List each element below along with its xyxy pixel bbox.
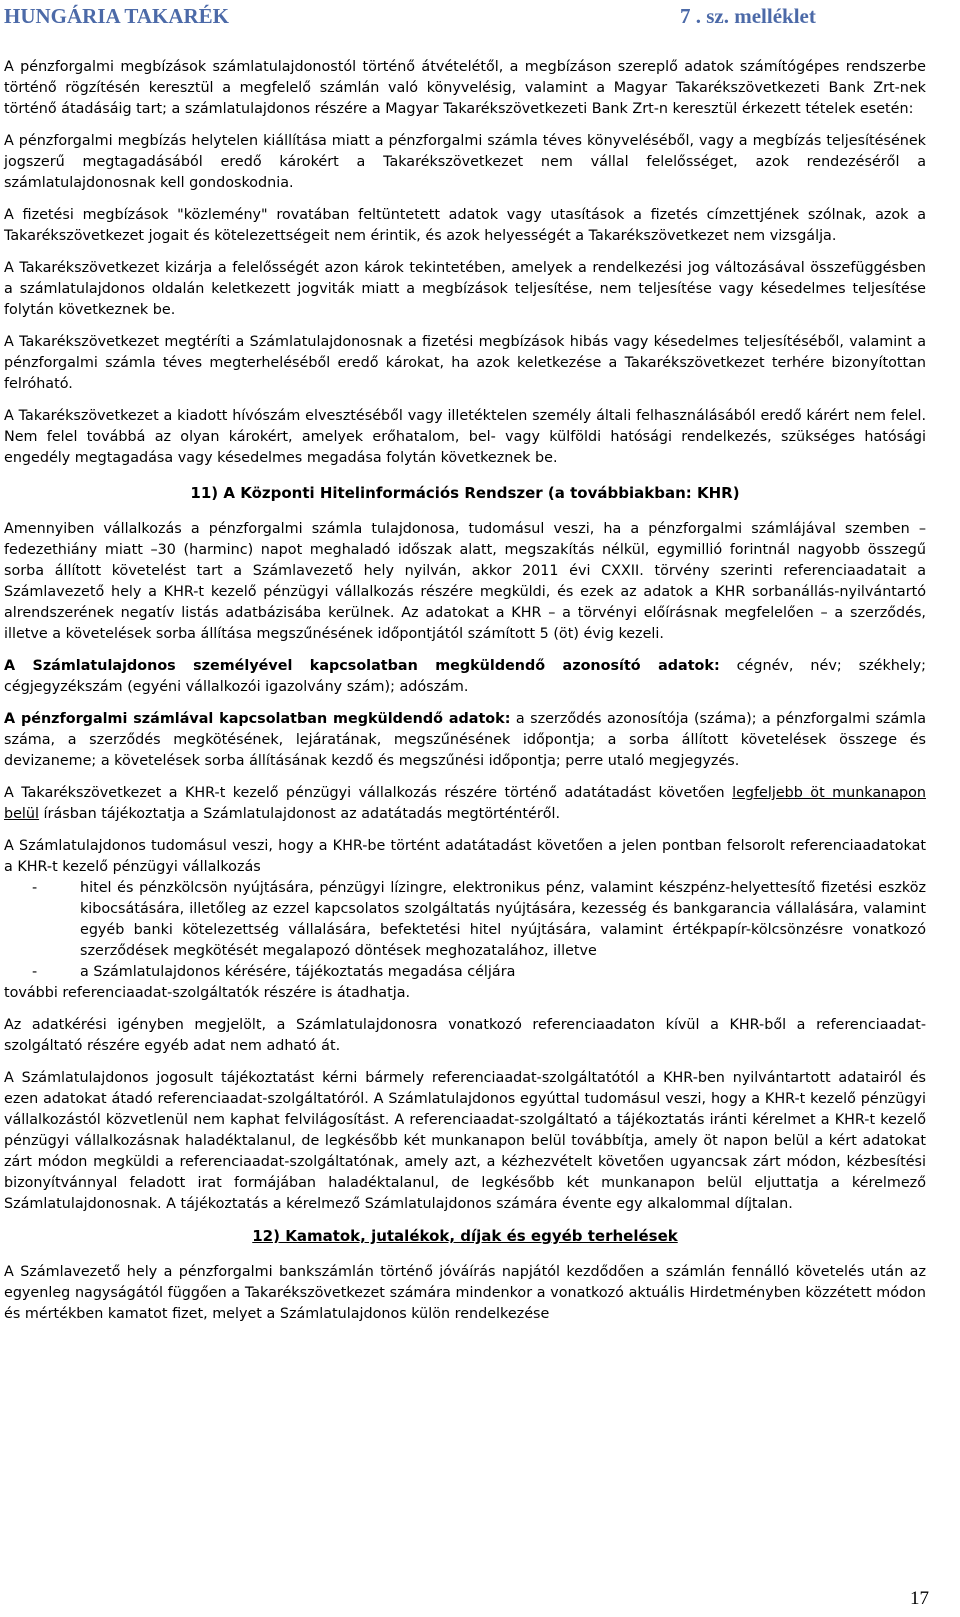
- list-intro: A Számlatulajdonos tudomásul veszi, hogy a KHR-be történt adatátadást követően a jelen pontban felsorolt referenciaadatokat a KHR-t kezelő pénzügyi vállalkozás: [4, 838, 926, 875]
- paragraph: Az adatkérési igényben megjelölt, a Számlatulajdonosra vonatkozó referenciaadaton kívül a KHR-ből a referenciaadat-szolgáltató részére egyéb adat nem adható át.: [4, 1017, 926, 1054]
- list-item-text: hitel és pénzkölcsön nyújtására, pénzügyi lízingre, elektronikus pénz, valamint készpénz-helyettesítő fizetési eszköz kibocsátására, illetőleg az ezzel kapcsolatos szolgáltatás nyújtására, kezesség és bankgarancia vállalására, valamint egyéb banki kötelezettség vállalására, befektetési hitel nyújtására, valamint értékpapír-kölcsönzésre vonatkozó szerződések megkötését megalapozó döntések meghozatalához, illetve: [80, 880, 926, 959]
- underlined-deadline: legfeljebb öt munkanapon belül: [4, 785, 926, 822]
- paragraph: A fizetési megbízások "közlemény" rovatában feltüntetett adatok vagy utasítások a fizetés címzettjének szólnak, azok a Takarékszövetkezet jogait és kötelezettségeit nem érintik, és azok helyességét a Takarékszövetkezet nem vizsgálja.: [4, 207, 926, 244]
- paragraph: A pénzforgalmi megbízás helytelen kiállítása miatt a pénzforgalmi számla téves könyveléséből, vagy a megbízás teljesítésének jogszerű megtagadásából eredő károkért a Takarékszövetkezet nem vállal felelősséget, azok rendezéséről a számlatulajdonosnak kell gondoskodnia.: [4, 133, 926, 191]
- paragraph-part: írásban tájékoztatja a Számlatulajdonost az adatátadás megtörténtéről.: [39, 806, 561, 822]
- dash-marker: -: [32, 880, 38, 896]
- section-12-heading: 12) Kamatok, jutalékok, díjak és egyéb terhelések: [252, 1227, 678, 1245]
- list-item: [4, 878, 926, 962]
- paragraph-part: A Takarékszövetkezet a KHR-t kezelő pénzügyi vállalkozás részére történő adatátadást követően: [4, 785, 733, 801]
- transfer-paragraph: [4, 836, 926, 1004]
- dash-list: [4, 878, 926, 983]
- dash-marker: -: [32, 964, 38, 980]
- khr-paragraph: Amennyiben vállalkozás a pénzforgalmi számla tulajdonosa, tudomásul veszi, ha a pénzforgalmi számlájával szemben – fedezethiány miatt –30 (harminc) napot meghaladó időszak alatt, megszakítás nélkül, egymillió forintnál nagyobb összegű sorba állított követelést tart a Számlavezető hely nyilván, akkor 2011 évi CXXII. törvény szerinti referenciaadatait a Számlavezető hely a KHR-t kezelő pénzügyi vállalkozás részére megküldi, és ezek az adatok a KHR sorbanállás-nyilvántartó alrendszerének negatív listás adatbázisába kerülnek. Az adatokat a KHR – a törvényi előírásnak megfelelően – a szerződés, illetve a követelések sorba állítása megszűnésének időpontjától számított 5 (öt) évig kezeli.: [4, 521, 926, 642]
- page-number: 17: [910, 1588, 929, 1609]
- list-item: [4, 962, 926, 983]
- bold-lead: A Számlatulajdonos személyével kapcsolatban megküldendő azonosító adatok:: [4, 658, 720, 674]
- paragraph-rest: a szerződés azonosítója (száma); a pénzforgalmi számla száma, a szerződés megkötésének, lejáratának, megszűnésének időpontja; a sorba állított követelések összege és devizaneme; a követelések sorba állításának kezdő és megszűnési időpontja; perre utaló megjegyzés.: [4, 711, 927, 769]
- interest-paragraph: A Számlavezető hely a pénzforgalmi bankszámlán történő jóváírás napjától kezdődően a számlán fennálló követelés után az egyenleg nagyságától függően a Takarékszövetkezet számára mindenkor a vonatkozó aktuális Hirdetményben közzétett módon és mértékben kamatot fizet, melyet a Számlatulajdonos külön rendelkezése: [4, 1264, 926, 1322]
- paragraph-rest: cégnév, név; székhely; cégjegyzékszám (egyéni vállalkozói igazolvány szám); adószám.: [4, 658, 926, 695]
- paragraph: A Takarékszövetkezet megtéríti a Számlatulajdonosnak a fizetési megbízások hibás vagy késedelmes teljesítéséből, valamint a pénzforgalmi számla téves megterheléséből eredő károkat, ha azok keletkezése a Takarékszövetkezet terhére bizonyítottan felróható.: [4, 334, 926, 392]
- paragraph: A pénzforgalmi megbízások számlatulajdonostól történő átvételétől, a megbízáson szereplő adatok számítógépes rendszerbe történő rögzítésén keresztül a megfelelő számlán való könyvelésig, valamint a Magyar Takarékszövetkezeti Bank Zrt-nek történő átadásáig tart; a számlatulajdonos részére a Magyar Takarékszövetkezeti Bank Zrt-n keresztül érkezett tételek esetén:: [4, 59, 926, 117]
- paragraph: A Takarékszövetkezet kizárja a felelősségét azon károk tekintetében, amelyek a rendelkezési jog változásával összefüggésben a számlatulajdonos oldalán keletkezett jogviták miatt a megbízások teljesítése, nem teljesítése vagy késedelmes teljesítése folytán következnek be.: [4, 260, 926, 318]
- document-body: [4, 57, 926, 1336]
- annex-label: 7 . sz. melléklet: [680, 4, 816, 28]
- paragraph: A Takarékszövetkezet a kiadott hívószám elvesztéséből vagy illetéktelen személy általi felhasználásából eredő kárért nem felel. Nem felel továbbá az olyan károkért, amelyek erőhatalom, bel- vagy külföldi hatósági rendelkezés, szükséges hatósági engedély megtagadása vagy késedelmes megadása folytán következnek be.: [4, 408, 926, 466]
- bold-lead: A pénzforgalmi számlával kapcsolatban megküldendő adatok:: [4, 711, 511, 727]
- paragraph: A Számlatulajdonos jogosult tájékoztatást kérni bármely referenciaadat-szolgáltatótól a KHR-ben nyilvántartott adatairól és ezen adatokat átadó referenciaadat-szolgáltatóról. A Számlatulajdonos egyúttal tudomásul veszi, hogy a KHR-t kezelő pénzügyi vállalkozástól közvetlenül nem kaphat felvilágosítást. A referenciaadat-szolgáltató a tájékoztatás iránti kérelmet a KHR-t kezelő pénzügyi vállalkozásnak haladéktalanul, de legkésőbb két munkanapon belül továbbítja, amely öt napon belül a kért adatokat zárt módon megküldi a referenciaadat-szolgáltatónak, amely azt, a kézhezvételt követően ugyancsak zárt módon, kézbesítési bizonyítvánnyal feladott irat formájában haladéktalanul, de legkésőbb két munkanapon belül eljuttatja a kérelmező Számlatulajdonosnak. A tájékoztatás a kérelmező Számlatulajdonos számára évente egy alkalommal díjtalan.: [4, 1070, 926, 1212]
- bank-title: HUNGÁRIA TAKARÉK: [4, 4, 230, 28]
- list-outro: további referenciaadat-szolgáltatók részére is átadhatja.: [4, 985, 411, 1001]
- section-11-heading: 11) A Központi Hitelinformációs Rendszer (a továbbiakban: KHR): [190, 484, 740, 502]
- list-item-text: a Számlatulajdonos kérésére, tájékoztatás megadása céljára: [80, 964, 516, 980]
- account-data-paragraph: [4, 709, 926, 772]
- notification-paragraph: [4, 783, 926, 825]
- identification-data-paragraph: [4, 656, 926, 698]
- page-header: [4, 4, 924, 30]
